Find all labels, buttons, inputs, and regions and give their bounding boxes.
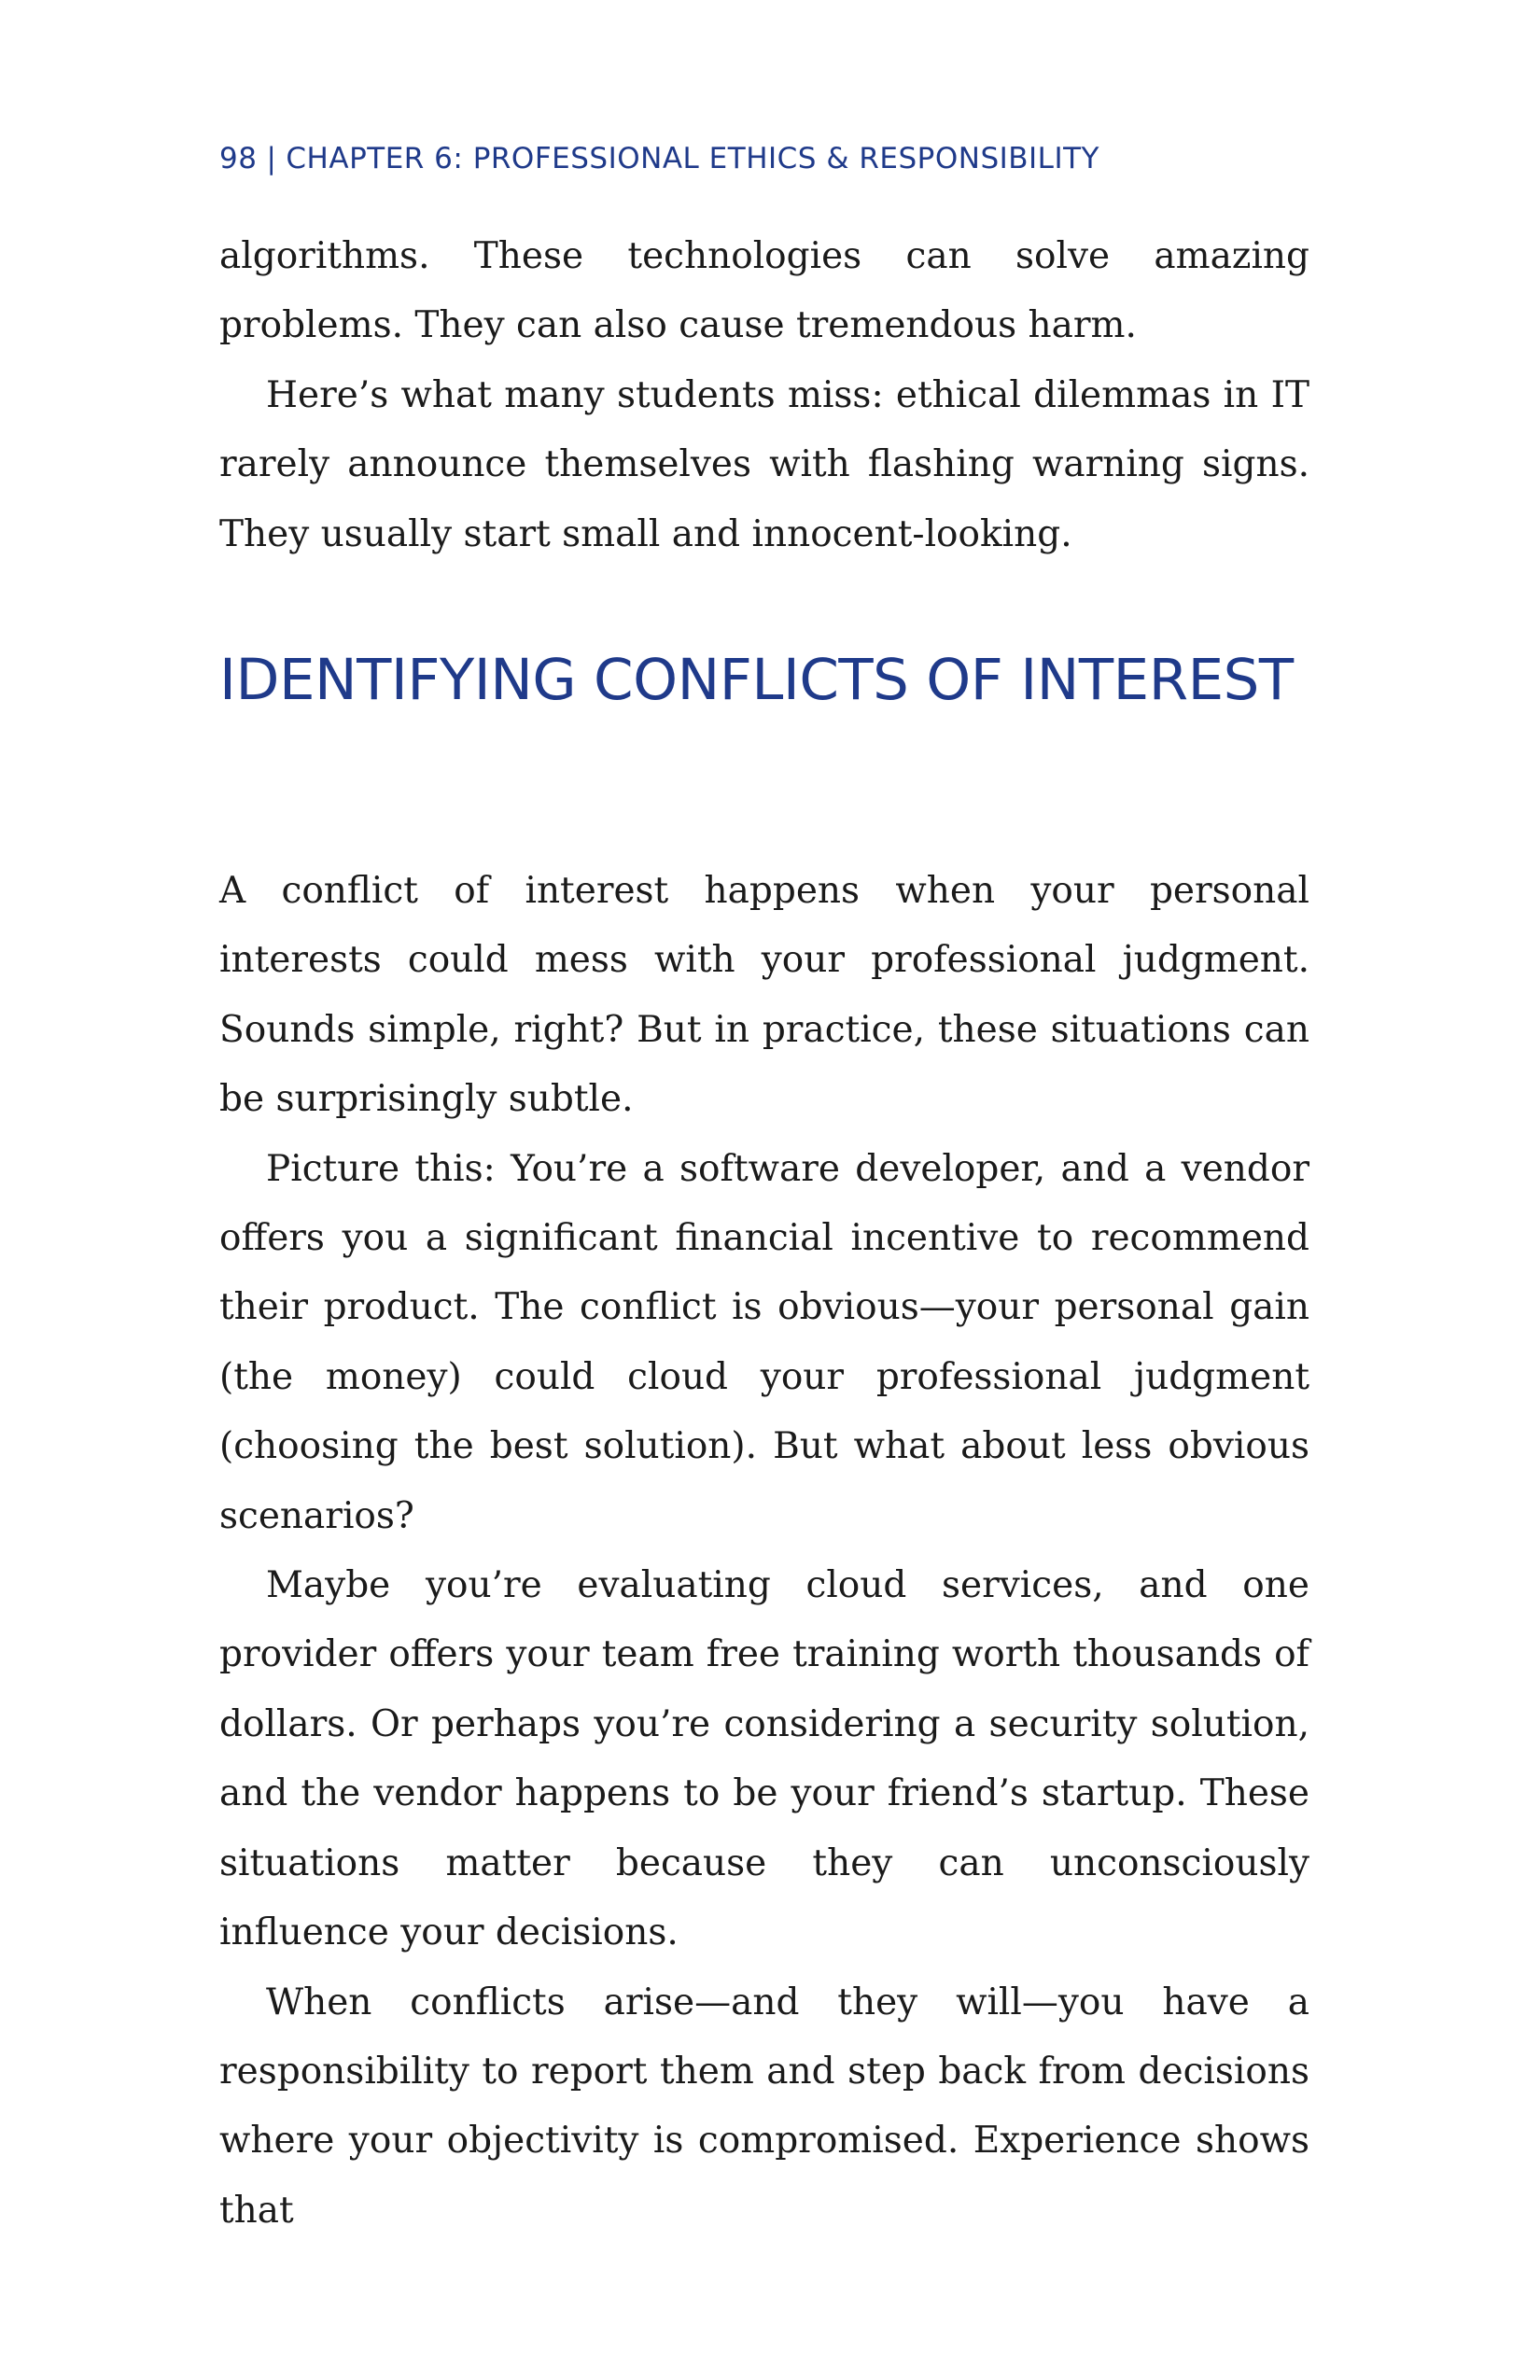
body-paragraph: A conflict of interest happens when your personal interests could mess with your professional judgment. Sounds simple, right? But in practice, these situations can be surprisingly subtle.: [219, 870, 1309, 1121]
body-paragraph: When conflicts arise—and they will—you have a responsibility to report them and step back from decisions where your objectivity is compromised. Experience shows that: [219, 1981, 1309, 2232]
intro-text: [219, 222, 1309, 569]
body-paragraph: Picture this: You’re a software developer, and a vendor offers you a significant financial incentive to recommend their product. The conflict is obvious—your personal gain (the money) could cloud your professional judgment (choosing the best solution). But what about less obvious scenarios?: [219, 1147, 1309, 1537]
section-body: [219, 857, 1309, 2246]
intro-paragraph-continuation: algorithms. These technologies can solve amazing problems. They can also cause tremendous harm.: [219, 235, 1309, 347]
section-heading: IDENTIFYING CONFLICTS OF INTEREST: [219, 647, 1294, 713]
page-number: 98: [219, 142, 258, 175]
chapter-title: CHAPTER 6: PROFESSIONAL ETHICS & RESPONSIBILITY: [286, 142, 1099, 175]
running-head-separator: |: [266, 142, 277, 175]
running-head: [219, 142, 1099, 175]
intro-paragraph: Here’s what many students miss: ethical dilemmas in IT rarely announce themselves with flashing warning signs. They usually start small and innocent-looking.: [219, 373, 1309, 555]
body-paragraph: Maybe you’re evaluating cloud services, and one provider offers your team free training worth thousands of dollars. Or perhaps you’re considering a security solution, and the vendor happens to be your friend’s startup. These situations matter because they can unconsciously influence your decisions.: [219, 1564, 1309, 1954]
